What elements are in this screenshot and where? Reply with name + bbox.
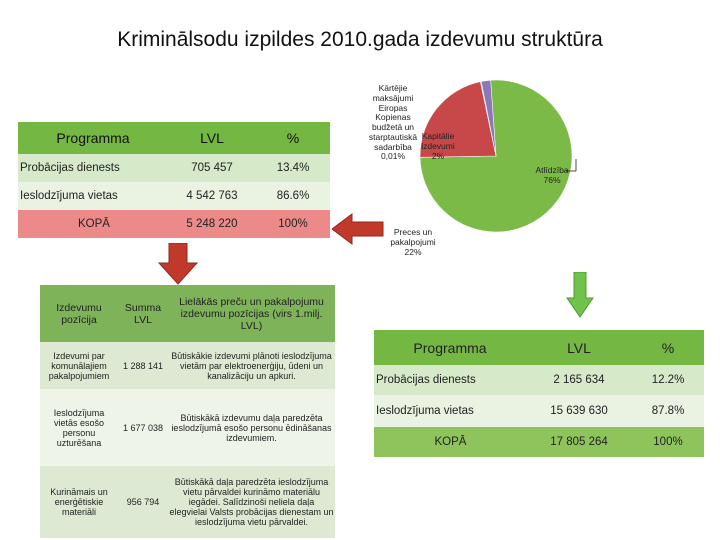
total-pct: 100% [632,427,704,457]
row-description: Būtiskākā daļa paredzēta ieslodzījuma vietu pārvaldei kurināmo materiālu iegādei. Salīdzinoši neliela daļa elegvielai Valsts probācijas dienestam un ieslodzījuma vietu pārvaldei. [168,466,335,538]
total-lvl: 5 248 220 [168,210,256,238]
total-pct: 100% [256,210,330,238]
pie-label-line: budžetā un [371,122,415,133]
row-pct: 12.2% [632,365,704,395]
page-title: Kriminālsodu izpildes 2010.gada izdevumu struktūra [117,28,603,51]
bottom-budget-table [374,330,704,457]
table-row [374,365,704,395]
row-name: Izdevumi par komunālajiem pakalpojumiem [40,342,118,389]
row-name: Ieslodzījuma vietās esošo personu uzturēšana [40,389,118,466]
row-name: Ieslodzījuma vietas [18,182,168,210]
pie-label-line: maksājumi [372,92,414,103]
row-lvl: 705 457 [168,154,256,182]
pie-label-line: izdevumi [421,140,455,151]
header-programma: Programma [18,122,168,154]
row-name: Ieslodzījuma vietas [374,395,526,427]
pie-label-line: 22% [404,246,422,257]
header-lvl: LVL [168,122,256,154]
row-lvl: 4 542 763 [168,182,256,210]
header-sum: Summa LVL [118,285,168,342]
row-lvl: 2 165 634 [526,365,632,395]
pie-label-preces [386,228,440,257]
table-row [18,154,330,182]
table-header-row [18,122,330,154]
row-sum: 1 677 038 [118,389,168,466]
pie-label-kapitalie [418,132,458,161]
top-budget-table [18,122,330,238]
arrow-left-icon [332,213,384,245]
header-percent: % [632,330,704,365]
pie-label-line: Preces un [393,227,433,237]
pie-label-line: starptautiskā [368,131,418,142]
header-description: Lielākās preču un pakalpojumu izdevumu pozīcijas (virs 1.milj. LVL) [168,285,335,342]
table-row [40,342,335,389]
row-description: Būtiskākā izdevumu daļa paredzēta ieslodzījumā esošo personu ēdināšanas izdevumiem. [168,389,335,466]
table-header-row [40,285,335,342]
pie-label-atlidziba [530,166,574,186]
row-pct: 13.4% [256,154,330,182]
table-row [40,466,335,538]
arrow-down-icon [566,272,594,318]
row-description: Būtiskākie izdevumi plānoti ieslodzījuma vietām par elektroenerģiju, ūdeni un kanalizāciju un apkuri. [168,342,335,389]
row-name: Probācijas dienests [374,365,526,395]
row-name: Probācijas dienests [18,154,168,182]
header-lvl: LVL [526,330,632,365]
header-programma: Programma [374,330,526,365]
pie-label-line: Kapitālie [421,131,455,141]
total-name: KOPĀ [374,427,526,457]
pie-label-eiropas [365,84,421,162]
pie-label-line: 0,01% [380,151,406,162]
pie-label-line: sadarbība [374,141,412,152]
row-pct: 87.8% [632,395,704,427]
pie-label-line: 76% [543,174,561,185]
pie-label-line: Atlīdzība [535,165,569,175]
pie-label-line: Kopienas [375,112,411,123]
pie-label-line: Eiropas [378,102,408,113]
table-row [374,395,704,427]
pie-label-line: pakalpojumi [390,236,436,247]
arrow-down-icon [158,243,198,285]
header-position: Izdevumu pozīcija [40,285,118,342]
expense-positions-table [40,285,335,538]
total-lvl: 17 805 264 [526,427,632,457]
table-row [18,182,330,210]
header-percent: % [256,122,330,154]
row-pct: 86.6% [256,182,330,210]
pie-label-line: 2% [431,150,445,161]
total-row [374,427,704,457]
row-sum: 956 794 [118,466,168,538]
pie-label-line: Kārtējie [378,83,408,93]
total-name: KOPĀ [18,210,168,238]
row-sum: 1 288 141 [118,342,168,389]
total-row [18,210,330,238]
row-name: Kurināmais un enerģētiskie materiāli [40,466,118,538]
table-header-row [374,330,704,365]
row-lvl: 15 639 630 [526,395,632,427]
table-row [40,389,335,466]
